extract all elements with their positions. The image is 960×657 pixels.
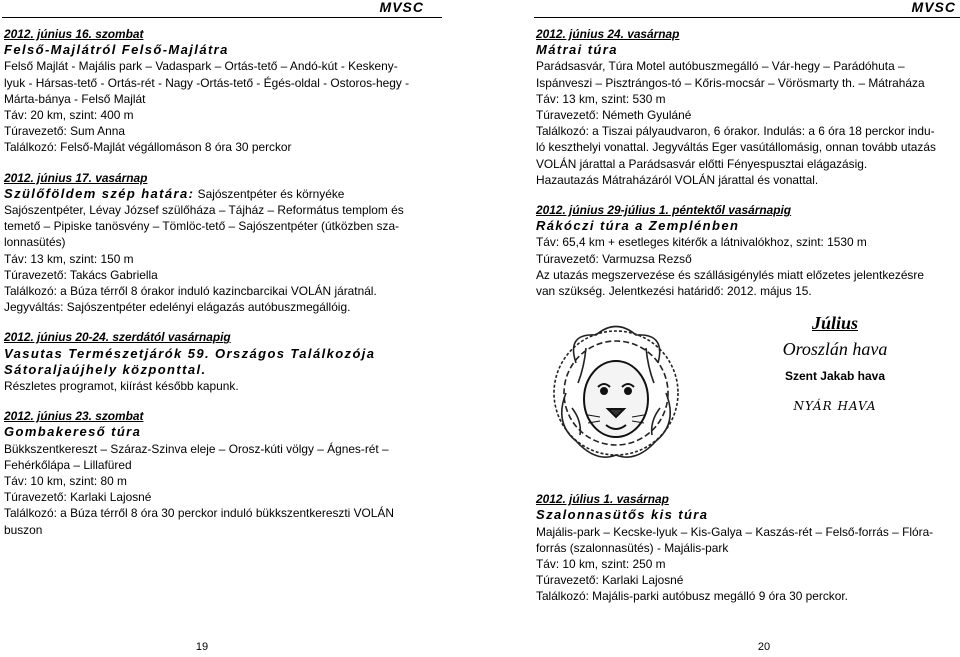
event-line: Találkozó: a Tiszai pályaudvaron, 6 órakor. Indulás: a 6 óra 18 perckor indu-: [536, 124, 935, 139]
event-date: 2012. június 23. szombat: [4, 409, 144, 424]
lion-face-icon: [584, 361, 648, 437]
event-line: Túravezető: Varmuzsa Rezső: [536, 251, 692, 266]
event-szulofoldem: [4, 170, 442, 316]
page-header-right: MVSC: [534, 0, 960, 18]
event-title: Mátrai túra: [536, 42, 618, 58]
event-date: 2012. június 29-július 1. péntektől vasárnapig: [536, 203, 792, 218]
event-line: Parádsasvár, Túra Motel autóbuszmegálló – Vár-hegy – Parádóhuta –: [536, 59, 905, 74]
event-line: ló keszthelyi vonattal. Jegyváltás Eger vasútállomásig, onnan tovább utazás: [536, 140, 936, 155]
event-line: Ispánveszi – Pisztrángos-tó – Kőris-mocsár – Vörösmarty th. – Mátraháza: [536, 75, 925, 90]
event-line: temető – Pipiske tanösvény – Tömlöc-tető – Sajószentpéter (útközben sza-: [4, 219, 400, 234]
event-line: Találkozó: a Búza térről 8 óra 30 perckor induló bükkszentkereszti VOLÁN: [4, 506, 394, 521]
event-line: Táv: 20 km, szint: 400 m: [4, 108, 134, 123]
event-line: Márta-bánya - Felső Majlát: [4, 91, 146, 106]
event-date: 2012. június 20-24. szerdától vasárnapig: [4, 330, 231, 345]
event-line: buszon: [4, 522, 43, 537]
event-date: 2012. június 17. vasárnap: [4, 170, 148, 185]
july-box: [536, 313, 960, 473]
event-title-rest: Sajószentpéter és környéke: [194, 186, 345, 201]
event-line: lyuk - Hársas-tető - Ortás-rét - Nagy -Ortás-tető - Égés-oldal - Ostoros-hegy -: [4, 75, 410, 90]
event-line: Az utazás megszervezése és szállásigénylés miatt előzetes jelentkezésre: [536, 267, 924, 282]
month-title: Július: [811, 313, 859, 334]
event-line: Túravezető: Németh Gyuláné: [536, 108, 692, 123]
event-line: forrás (szalonnasütés) - Majális-park: [536, 540, 729, 555]
july-text: [696, 313, 960, 473]
left-content: [2, 18, 442, 538]
event-line: Táv: 65,4 km + esetleges kitérők a látnivalókhoz, szint: 1530 m: [536, 235, 867, 250]
event-date: 2012. június 24. vasárnap: [536, 27, 680, 41]
event-line: Bükkszentkereszt – Száraz-Szinva eleje – Orosz-kúti völgy – Ágnes-rét –: [4, 441, 389, 456]
event-line: van szükség. Jelentkezési határidő: 2012. május 15.: [536, 284, 812, 299]
month-sign: Oroszlán hava: [782, 339, 888, 360]
event-line: Majális-park – Kecske-lyuk – Kis-Galya – Kaszás-rét – Felső-forrás – Flóra-: [536, 524, 934, 539]
event-title-2: Sátoraljaújhely központtal.: [4, 361, 207, 377]
lion-illustration: [536, 313, 696, 473]
right-content: [534, 18, 960, 605]
event-title: Felső-Majlátról Felső-Majlátra: [4, 42, 229, 58]
event-line: Felső Majlát - Majális park – Vadaspark – Ortás-tető – Andó-kút - Keskeny-: [4, 59, 398, 74]
month-season: NYÁR HAVA: [793, 398, 877, 413]
event-date: 2012. július 1. vasárnap: [536, 492, 669, 507]
event-line: Táv: 10 km, szint: 250 m: [536, 557, 666, 572]
event-line: Sajószentpéter, Lévay József szülőháza – Tájház – Református templom és: [4, 203, 404, 218]
event-line: Túravezető: Karlaki Lajosné: [4, 490, 152, 505]
event-gombakereso: [4, 408, 442, 538]
month-saint: Szent Jakab hava: [784, 368, 886, 383]
left-page: [2, 0, 442, 657]
event-title-row: [4, 186, 442, 202]
event-line: Túravezető: Sum Anna: [4, 124, 125, 139]
event-line: VOLÁN járattal a Parádsasvár előtti Fényespusztai elágazásig.: [536, 156, 868, 171]
event-rakoczi-tura: [536, 202, 960, 299]
event-line: lonnasütés): [4, 235, 66, 250]
event-vasutas-talalkozo: [4, 329, 442, 394]
event-line: Fehérkőlápa – Lillafüred: [4, 457, 132, 472]
event-line: Táv: 10 km, szint: 80 m: [4, 474, 127, 489]
event-szalonnasutos: [536, 491, 960, 604]
event-line: Találkozó: Majális-parki autóbusz megálló 9 óra 30 perckor.: [536, 589, 848, 604]
event-title: Vasutas Természetjárók 59. Országos Találkozója: [4, 345, 376, 361]
event-line: Találkozó: a Búza térről 8 órakor induló kazincbarcikai VOLÁN járatnál.: [4, 284, 377, 299]
event-line: Táv: 13 km, szint: 530 m: [536, 91, 666, 106]
event-line: Túravezető: Karlaki Lajosné: [536, 573, 684, 588]
page-number-left: 19: [195, 641, 209, 653]
event-line: Jegyváltás: Sajószentpéter edelényi elágazás autóbuszmegállóig.: [4, 300, 351, 315]
event-line: Táv: 13 km, szint: 150 m: [4, 251, 134, 266]
event-title: Szalonnasütős kis túra: [536, 507, 709, 523]
event-title: Szülőföldem szép határa:: [4, 185, 195, 201]
event-title: Rákóczi túra a Zemplénben: [536, 218, 740, 234]
event-matrai-tura: [536, 26, 960, 188]
event-title: Gombakereső túra: [4, 424, 142, 440]
event-felso-majlat: [4, 26, 442, 156]
event-line: Hazautazás Mátraházáról VOLÁN járattal és vonattal.: [536, 172, 819, 187]
right-page: [534, 0, 960, 657]
event-line: Találkozó: Felső-Majlát végállomáson 8 óra 30 perckor: [4, 140, 292, 155]
event-line: Részletes programot, kiírást később kapunk.: [4, 379, 239, 394]
event-line: Túravezető: Takács Gabriella: [4, 267, 158, 282]
page-number-right: 20: [757, 641, 771, 653]
event-date: 2012. június 16. szombat: [4, 27, 144, 41]
page-header-left: MVSC: [2, 0, 442, 18]
